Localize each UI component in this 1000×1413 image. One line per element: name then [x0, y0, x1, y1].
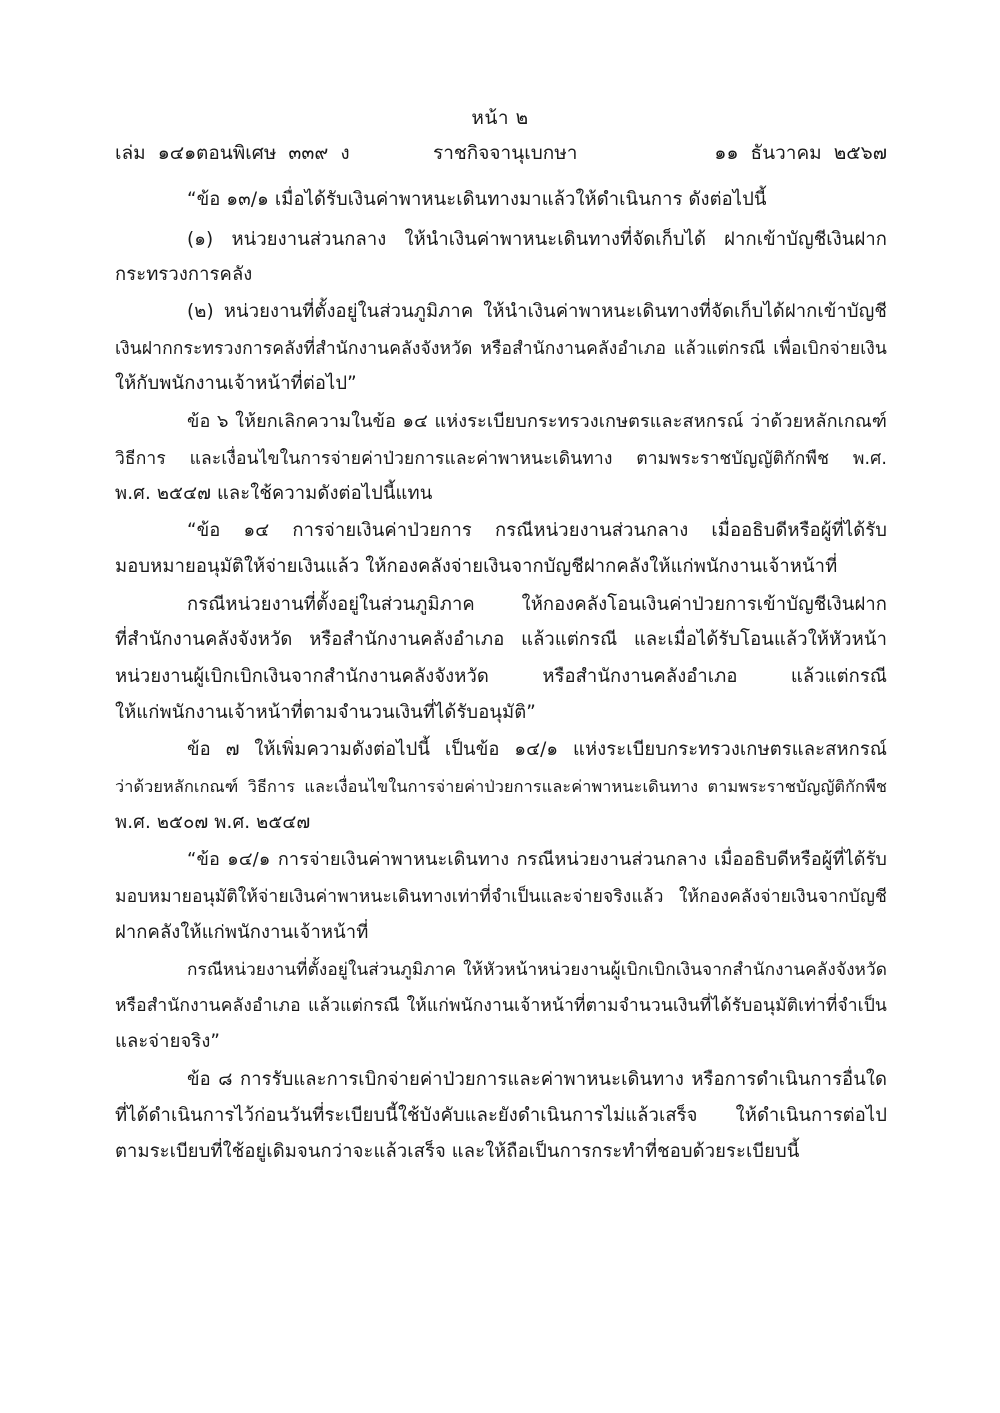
text-line: กรณีหน่วยงานที่ตั้งอยู่ในส่วนภูมิภาค ให้หัวหน้าหน่วยงานผู้เบิกเบิกเงินจากสำนักงานคลังจังหวัด	[187, 960, 887, 980]
text-line: “ข้อ ๑๔ การจ่ายเงินค่าป่วยการ กรณีหน่วยงานส่วนกลาง เมื่ออธิบดีหรือผู้ที่ได้รับ	[187, 520, 887, 541]
page-number: หน้า ๒	[471, 107, 529, 129]
text-line: ฝากคลังให้แก่พนักงานเจ้าหน้าที่	[115, 922, 369, 943]
text-line: ว่าด้วยหลักเกณฑ์ วิธีการ และเงื่อนไขในการจ่ายค่าป่วยการและค่าพาหนะเดินทาง ตามพระราชบัญญัติกักพืช	[115, 777, 887, 796]
text-line: มอบหมายอนุมัติให้จ่ายเงินแล้ว ให้กองคลังจ่ายเงินจากบัญชีฝากคลังให้แก่พนักงานเจ้าหน้าที่	[115, 556, 838, 577]
text-line: (๒) หน่วยงานที่ตั้งอยู่ในส่วนภูมิภาค ให้นำเงินค่าพาหนะเดินทางที่จัดเก็บได้ฝากเข้าบัญชี	[187, 301, 887, 322]
gazette-header	[115, 138, 887, 166]
text-line: ที่ได้ดำเนินการไว้ก่อนวันที่ระเบียบนี้ใช้บังคับและยังดำเนินการไม่แล้วเสร็จ ให้ดำเนินการต่อไป	[115, 1105, 887, 1126]
text-line: ให้แก่พนักงานเจ้าหน้าที่ตามจำนวนเงินที่ได้รับอนุมัติ”	[115, 702, 536, 723]
text-line: กรณีหน่วยงานที่ตั้งอยู่ในส่วนภูมิภาค ให้กองคลังโอนเงินค่าป่วยการเข้าบัญชีเงินฝาก	[187, 594, 887, 615]
text-line: หรือสำนักงานคลังอำเภอ แล้วแต่กรณี ให้แก่พนักงานเจ้าหน้าที่ตามจำนวนเงินที่ได้รับอนุมัติเท่าที่จำเป็น	[115, 996, 887, 1016]
text-line: ที่สำนักงานคลังจังหวัด หรือสำนักงานคลังอำเภอ แล้วแต่กรณี และเมื่อได้รับโอนแล้วให้หัวหน้า	[115, 629, 887, 650]
text-line: กระทรวงการคลัง	[115, 264, 253, 285]
text-line: พ.ศ. ๒๕๔๗ และใช้ความดังต่อไปนี้แทน	[115, 483, 433, 504]
volume-label: เล่ม ๑๔๑	[115, 142, 197, 164]
text-line: (๑) หน่วยงานส่วนกลาง ให้นำเงินค่าพาหนะเดินทางที่จัดเก็บได้ ฝากเข้าบัญชีเงินฝาก	[187, 229, 887, 250]
text-line: เงินฝากกระทรวงการคลังที่สำนักงานคลังจังหวัด หรือสำนักงานคลังอำเภอ แล้วแต่กรณี เพื่อเบิกจ่ายเงิน	[115, 339, 887, 359]
text-line: หน่วยงานผู้เบิกเบิกเงินจากสำนักงานคลังจังหวัด หรือสำนักงานคลังอำเภอ แล้วแต่กรณี	[115, 666, 887, 687]
text-line: พ.ศ. ๒๕๐๗ พ.ศ. ๒๕๔๗	[115, 812, 311, 833]
text-line: ข้อ ๗ ให้เพิ่มความดังต่อไปนี้ เป็นข้อ ๑๔/๑ แห่งระเบียบกระทรวงเกษตรและสหกรณ์	[187, 739, 887, 760]
text-line: “ข้อ ๑๓/๑ เมื่อได้รับเงินค่าพาหนะเดินทางมาแล้วให้ดำเนินการ ดังต่อไปนี้	[187, 189, 767, 210]
text-line: “ข้อ ๑๔/๑ การจ่ายเงินค่าพาหนะเดินทาง กรณีหน่วยงานส่วนกลาง เมื่ออธิบดีหรือผู้ที่ได้รับ	[187, 849, 887, 870]
text-line: ข้อ ๖ ให้ยกเลิกความในข้อ ๑๔ แห่งระเบียบกระทรวงเกษตรและสหกรณ์ ว่าด้วยหลักเกณฑ์	[187, 411, 887, 432]
text-line: มอบหมายอนุมัติให้จ่ายเงินค่าพาหนะเดินทางเท่าที่จำเป็นและจ่ายจริงแล้ว ให้กองคลังจ่ายเงินจากบัญชี	[115, 887, 887, 907]
text-line: ให้กับพนักงานเจ้าหน้าที่ต่อไป”	[115, 373, 357, 394]
text-line: และจ่ายจริง”	[115, 1031, 221, 1052]
issue-date: ๑๑ ธันวาคม ๒๕๖๗	[714, 142, 887, 164]
gazette-title: ราชกิจจานุเบกษา	[433, 142, 578, 164]
text-line: ตามระเบียบที่ใช้อยู่เดิมจนกว่าจะแล้วเสร็จ และให้ถือเป็นการกระทำที่ชอบด้วยระเบียบนี้	[115, 1141, 800, 1162]
text-line: ข้อ ๘ การรับและการเบิกจ่ายค่าป่วยการและค่าพาหนะเดินทาง หรือการดำเนินการอื่นใด	[187, 1069, 887, 1090]
text-line: วิธีการ และเงื่อนไขในการจ่ายค่าป่วยการและค่าพาหนะเดินทาง ตามพระราชบัญญัติกักพืช พ.ศ.	[115, 449, 887, 469]
issue-label: ตอนพิเศษ ๓๓๙ ง	[196, 142, 350, 164]
